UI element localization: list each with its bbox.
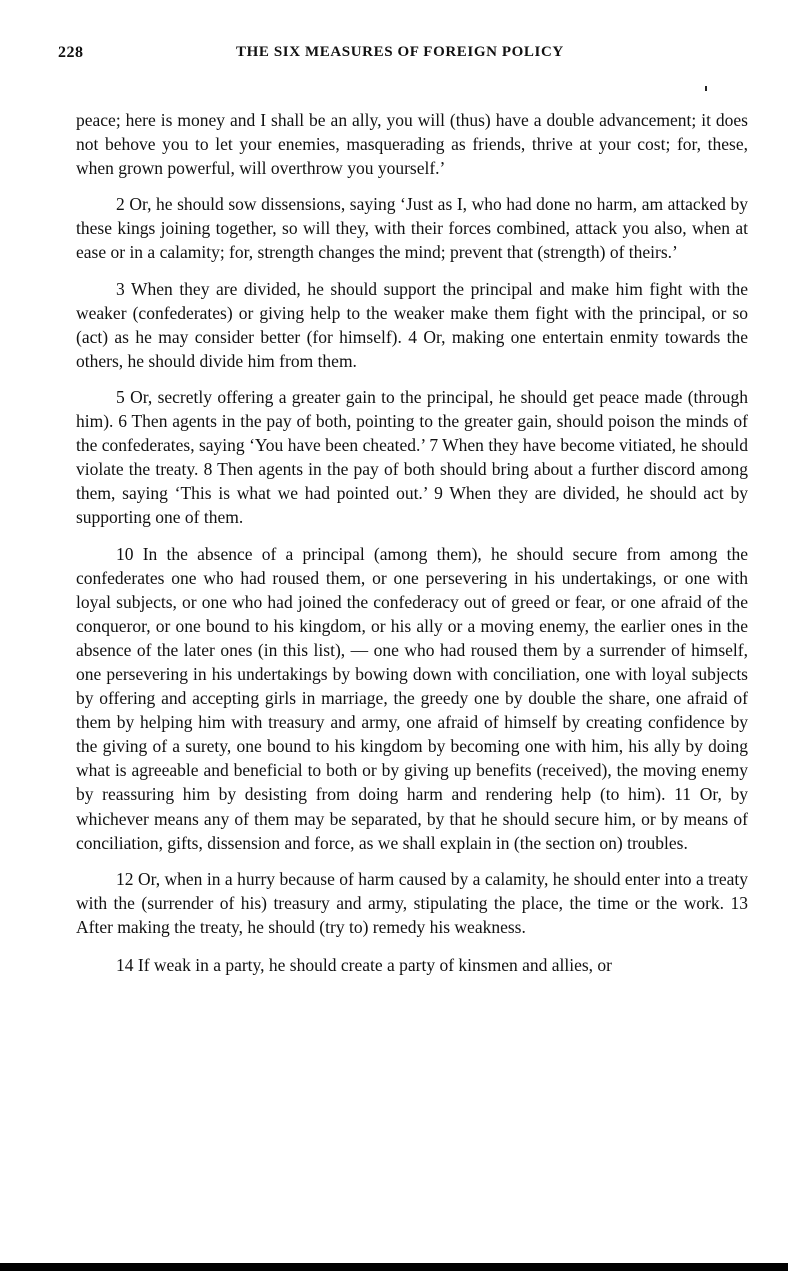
paragraph-continuation: peace; here is money and I shall be an ally, you will (thus) have a double advancement; it does not behove you to let your enemies, masquerading as friends, thrive at your cost; for, these, when grown powerful, will overthrow you yourself.’ bbox=[76, 110, 748, 179]
paragraph-14: 14 If weak in a party, he should create a party of kinsmen and allies, or bbox=[116, 955, 612, 975]
scan-bottom-edge bbox=[0, 1263, 788, 1271]
page-header bbox=[58, 44, 748, 68]
paragraph-5: 5 Or, secretly offering a greater gain to the principal, he should get peace made (through him). 6 Then agents in the pay of both, pointing to the greater gain, should poison the minds of the confederates, saying ‘You have been cheated.’ 7 When they have become vitiated, he should violate the treaty. 8 Then agents in the pay of both should bring about a further discord among them, saying ‘This is what we had pointed out.’ 9 When they are divided, he should act by supporting one of them. bbox=[76, 386, 748, 528]
running-head: THE SIX MEASURES OF FOREIGN POLICY bbox=[236, 44, 564, 60]
stray-ink-mark bbox=[705, 86, 707, 91]
paragraph-10: 10 In the absence of a principal (among them), he should secure from among the confederates one who had roused them, or one persevering in his undertakings, or one with loyal subjects, or one who had joined the confederacy out of greed or fear, or one afraid of the conqueror, or one bound to his kingdom, or his ally or a moving enemy, the earlier ones in the absence of the later ones (in this list), — one who had roused them by a surrender of himself, one persevering in his undertakings by bowing down with conciliation, one with loyal subjects by offering and accepting girls in marriage, the greedy one by double the share, one afraid of them by helping him with treasury and army, one afraid of himself by creating confidence by the giving of a surety, one bound to his kingdom by becoming one with him, his ally by doing what is agreeable and beneficial to both or by giving up benefits (received), the moving enemy by reassuring him by desisting from doing harm and rendering help (to him). 11 Or, by whichever means any of them may be separated, by that he should secure him, or by means of conciliation, gifts, dissension and force, as we shall explain in (the section on) troubles. bbox=[76, 543, 748, 853]
page-number: 228 bbox=[58, 44, 84, 61]
paragraph-3: 3 When they are divided, he should support the principal and make him fight with the weaker (confederates) or giving help to the weaker make them fight with the principal, or so (act) as he may consider better (for himself). 4 Or, making one entertain enmity towards the others, he should divide him from them. bbox=[76, 278, 748, 371]
body-text bbox=[76, 108, 748, 989]
paragraph-2: 2 Or, he should sow dissensions, saying ‘Just as I, who had done no harm, am attacked by these kings joining together, so will they, with their forces combined, attack you also, when at ease or in a calamity; for, strength changes the mind; prevent that (strength) of theirs.’ bbox=[76, 194, 748, 263]
paragraph-12: 12 Or, when in a hurry because of harm caused by a calamity, he should enter into a treaty with the (surrender of his) treasury and army, stipulating the place, the time or the work. 13 After making the treaty, he should (try to) remedy his weakness. bbox=[76, 868, 748, 937]
